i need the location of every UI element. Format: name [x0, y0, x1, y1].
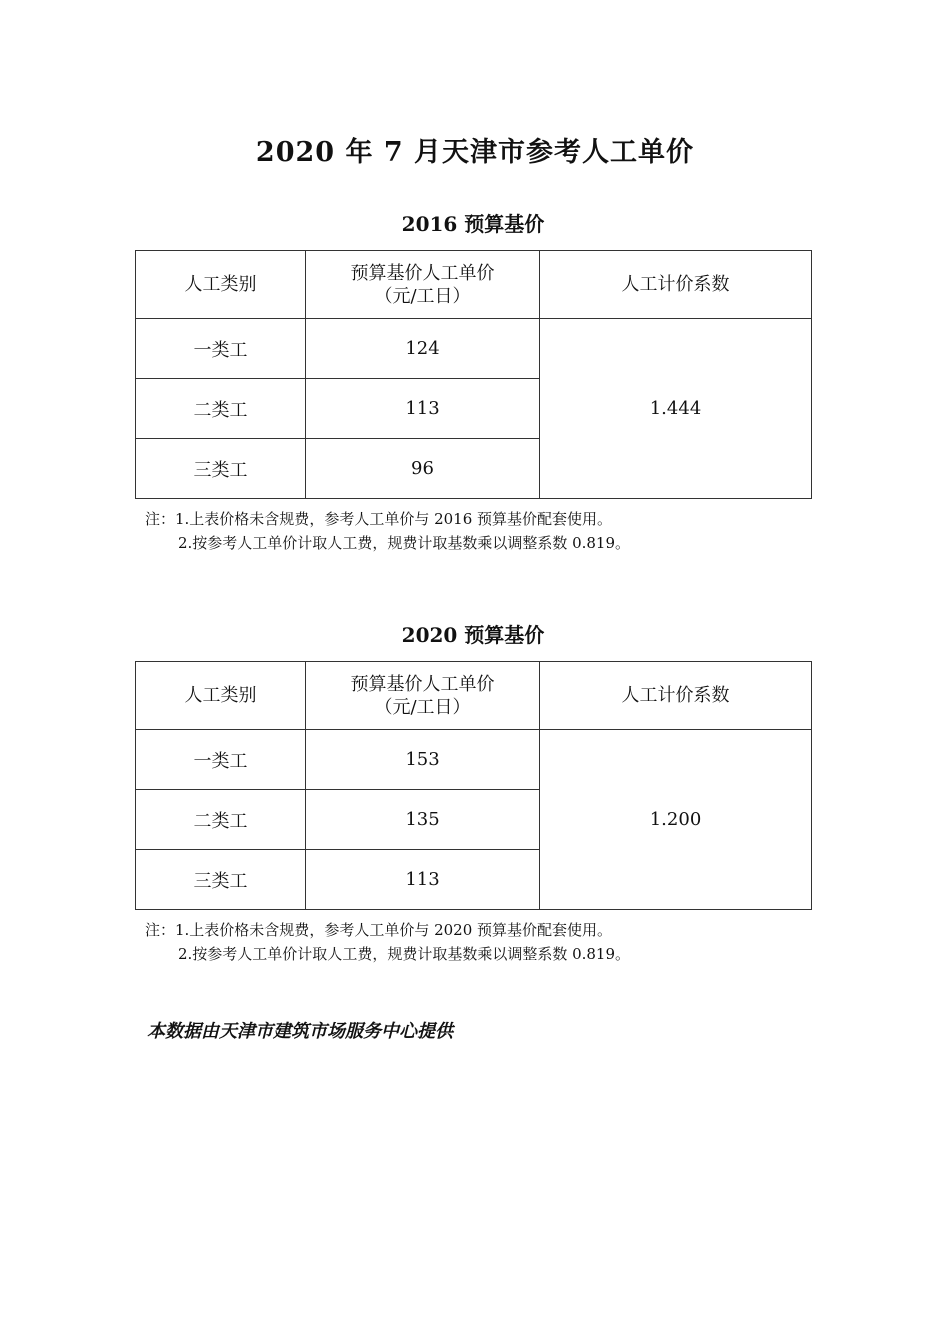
header-price-line2: （元/工日）	[374, 285, 471, 307]
cell-price: 153	[306, 730, 540, 790]
header-coefficient: 人工计价系数	[540, 251, 812, 319]
cell-price: 113	[306, 850, 540, 910]
note-line: 2.按参考人工单价计取人工费，规费计取基数乘以调整系数 0.819。	[178, 534, 631, 552]
cell-category: 二类工	[136, 379, 306, 439]
header-price-line1: 预算基价人工单价	[350, 673, 495, 695]
cell-price: 135	[306, 790, 540, 850]
cell-price: 113	[306, 379, 540, 439]
table-header-row	[136, 251, 812, 319]
data-source-footer: 本数据由天津市建筑市场服务中心提供	[147, 1021, 453, 1042]
cell-price: 124	[306, 319, 540, 379]
cell-category: 一类工	[136, 319, 306, 379]
header-price	[306, 662, 540, 730]
cell-category: 三类工	[136, 850, 306, 910]
section-2020	[135, 619, 811, 966]
page-title: 2020 年 7 月天津市参考人工单价	[255, 137, 695, 168]
header-category: 人工类别	[136, 251, 306, 319]
header-category: 人工类别	[136, 662, 306, 730]
note-line: 注：1.上表价格未含规费，参考人工单价与 2020 预算基价配套使用。	[145, 921, 613, 939]
table-notes	[135, 507, 811, 555]
header-coefficient: 人工计价系数	[540, 662, 812, 730]
cell-category: 一类工	[136, 730, 306, 790]
cell-category: 二类工	[136, 790, 306, 850]
section-title: 2016 预算基价	[401, 212, 545, 236]
note-line: 注：1.上表价格未含规费，参考人工单价与 2016 预算基价配套使用。	[145, 510, 613, 528]
cell-coefficient: 1.200	[540, 730, 812, 910]
cell-coefficient: 1.444	[540, 319, 812, 499]
header-price	[306, 251, 540, 319]
price-table-2020	[135, 661, 812, 910]
table-header-row	[136, 662, 812, 730]
table-row	[136, 319, 812, 379]
section-2016	[135, 208, 811, 555]
cell-price: 96	[306, 439, 540, 499]
note-line: 2.按参考人工单价计取人工费，规费计取基数乘以调整系数 0.819。	[178, 945, 631, 963]
table-row	[136, 730, 812, 790]
price-table-2016	[135, 250, 812, 499]
table-notes	[135, 918, 811, 966]
cell-category: 三类工	[136, 439, 306, 499]
header-price-line2: （元/工日）	[374, 696, 471, 718]
section-title: 2020 预算基价	[401, 623, 545, 647]
header-price-line1: 预算基价人工单价	[350, 262, 495, 284]
